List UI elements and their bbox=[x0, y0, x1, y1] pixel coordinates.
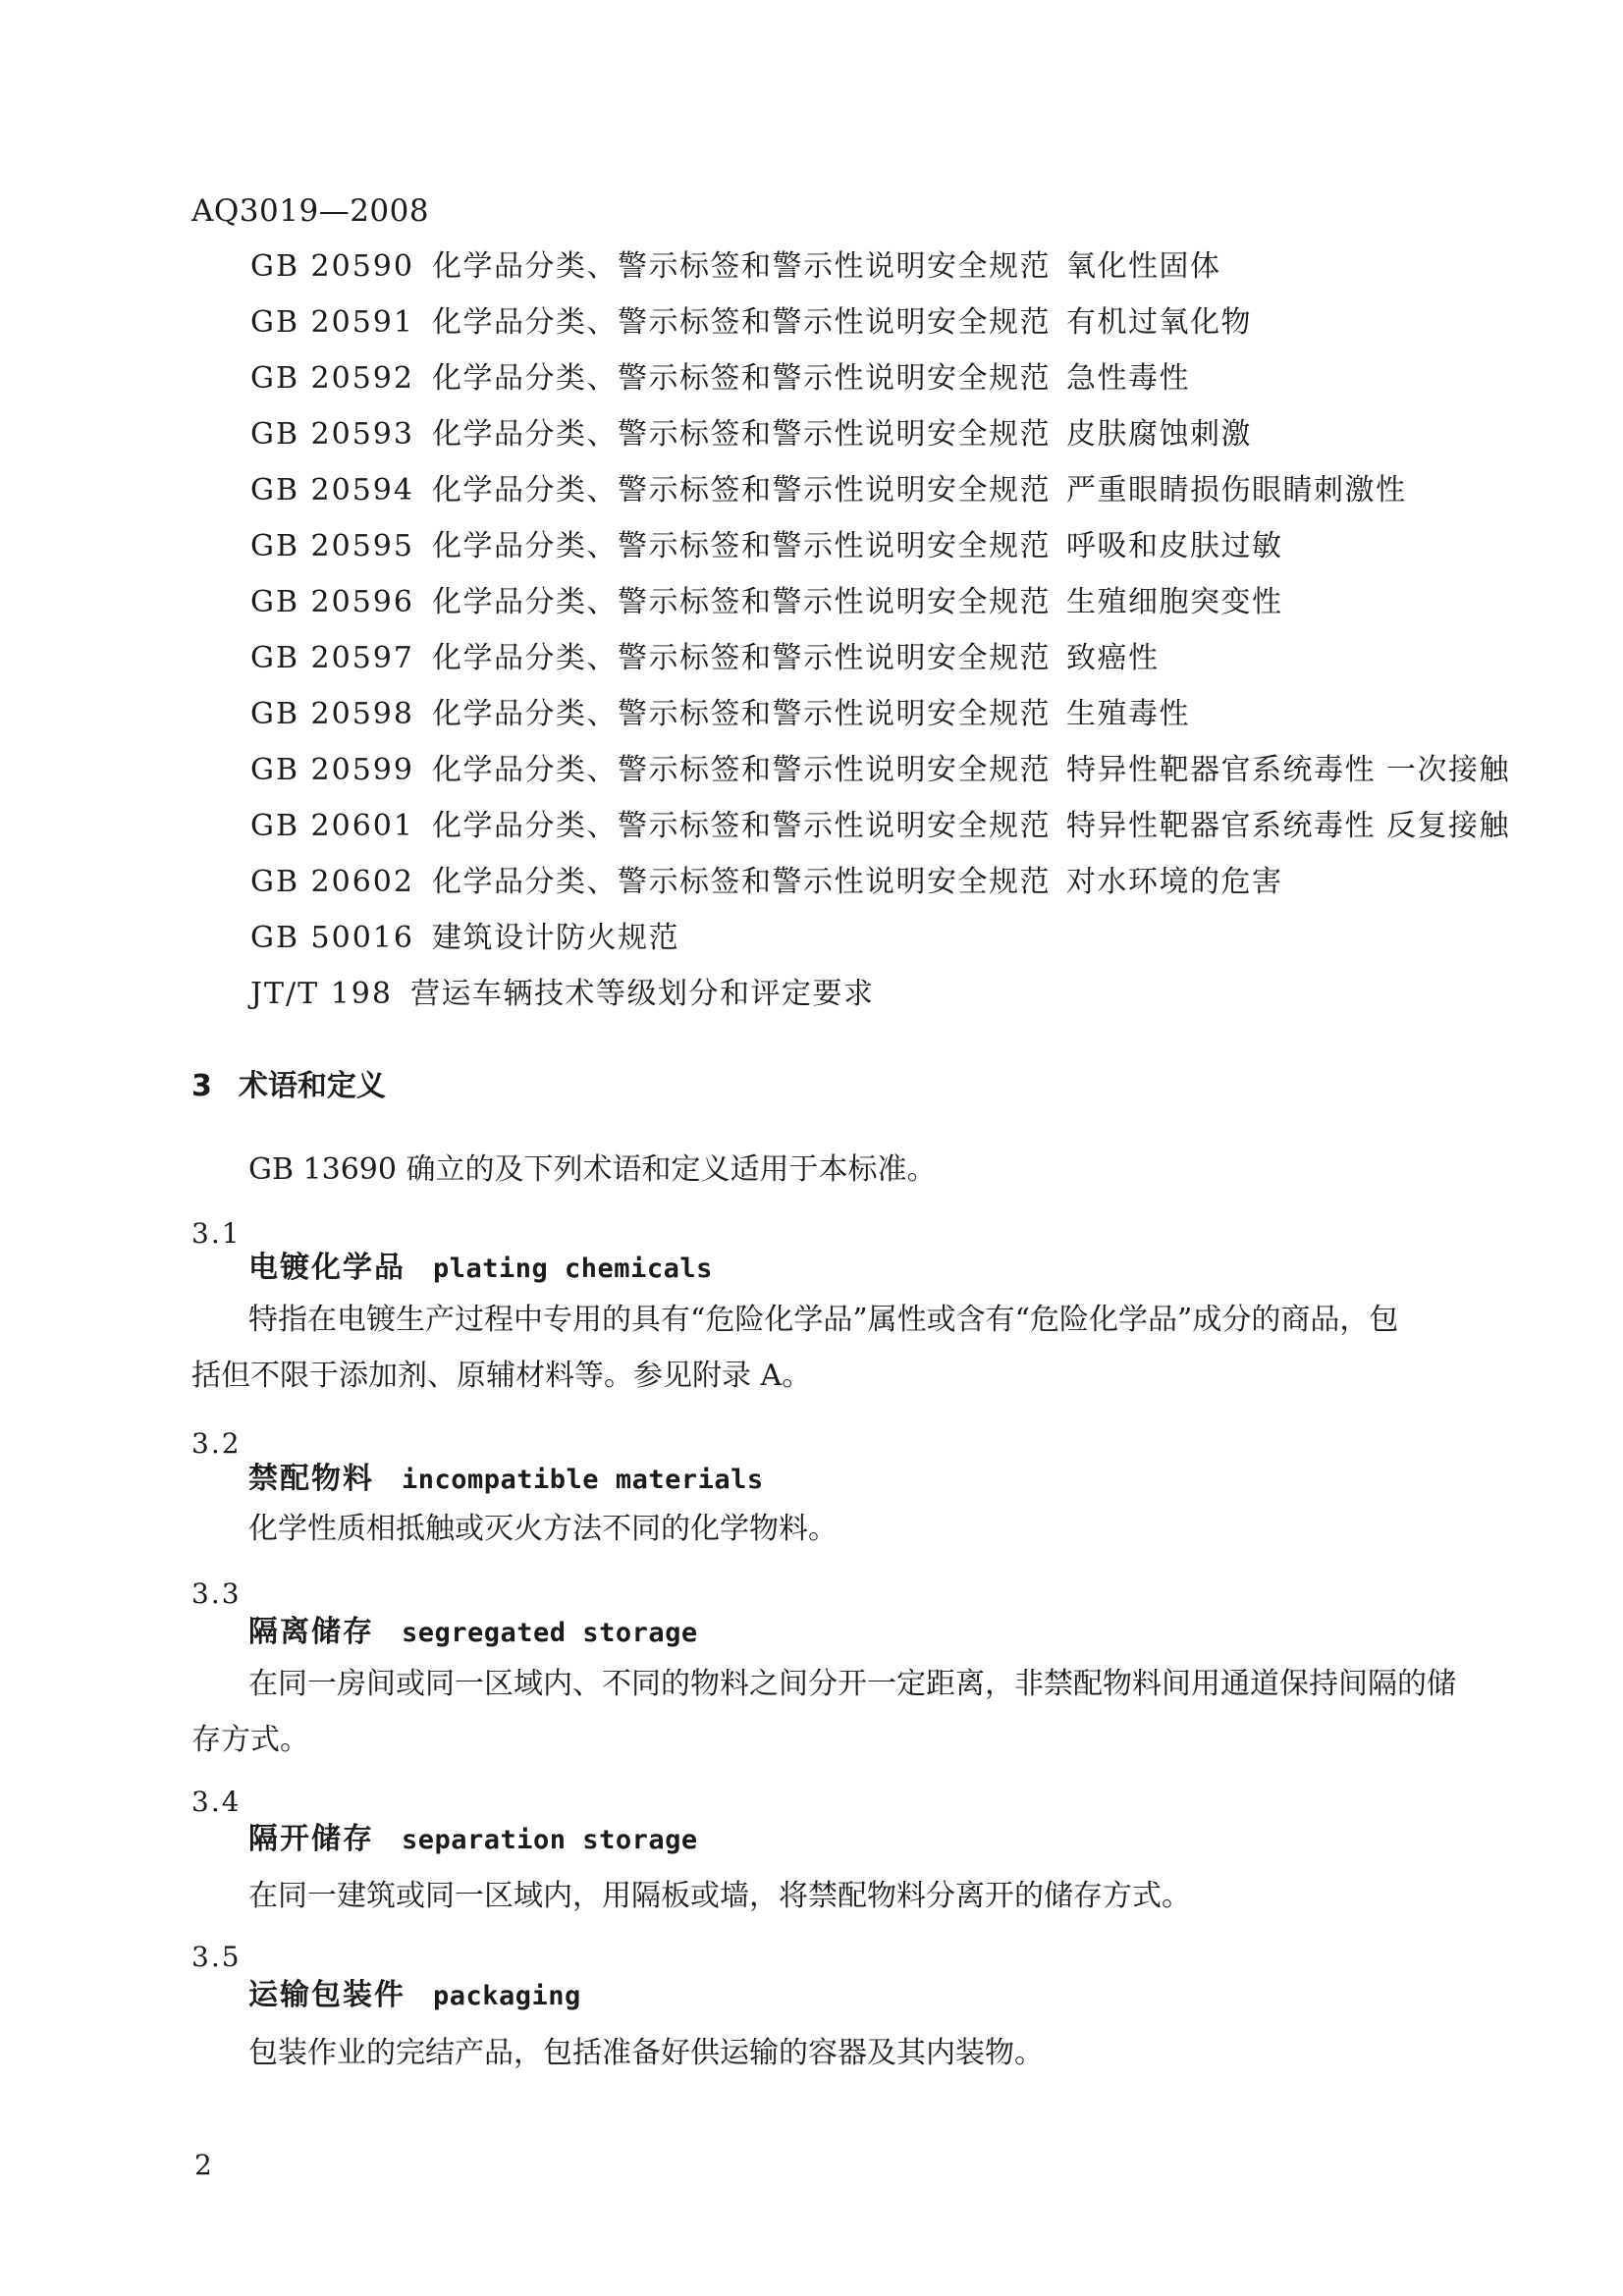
reference-line bbox=[250, 978, 890, 1012]
reference-subtitle: 有机过氧化物 bbox=[1065, 305, 1252, 340]
reference-subtitle: 特异性靶器官系统毒性 一次接触 bbox=[1065, 753, 1511, 787]
term-number: 3.2 bbox=[191, 1427, 242, 1460]
reference-subtitle: 对水环境的危害 bbox=[1065, 865, 1283, 899]
term-en: separation storage bbox=[402, 1825, 698, 1855]
reference-subtitle: 呼吸和皮肤过敏 bbox=[1065, 529, 1283, 563]
reference-code: GB 20599 bbox=[250, 753, 414, 787]
term-en: segregated storage bbox=[402, 1618, 698, 1648]
reference-code: GB 20602 bbox=[250, 865, 414, 899]
reference-line bbox=[250, 866, 1282, 900]
reference-title: 化学品分类、警示标签和警示性说明安全规范 bbox=[431, 473, 1051, 507]
reference-line bbox=[250, 474, 1406, 508]
term-definition-line: 在同一建筑或同一区域内，用隔板或墙，将禁配物料分离开的储存方式。 bbox=[248, 1879, 1191, 1913]
reference-code: GB 20598 bbox=[250, 697, 414, 731]
reference-code: GB 20594 bbox=[250, 473, 414, 507]
section-heading bbox=[191, 1070, 386, 1104]
term-definition-line: 在同一房间或同一区域内、不同的物料之间分开一定距离，非禁配物料间用通道保持间隔的储 bbox=[248, 1667, 1456, 1701]
reference-title: 化学品分类、警示标签和警示性说明安全规范 bbox=[431, 417, 1051, 452]
reference-subtitle: 特异性靶器官系统毒性 反复接触 bbox=[1065, 809, 1511, 843]
reference-title: 化学品分类、警示标签和警示性说明安全规范 bbox=[431, 753, 1051, 787]
reference-subtitle: 生殖细胞突变性 bbox=[1065, 585, 1283, 619]
term-line bbox=[248, 1823, 698, 1857]
term-number: 3.3 bbox=[191, 1577, 242, 1610]
reference-title: 化学品分类、警示标签和警示性说明安全规范 bbox=[431, 585, 1051, 619]
term-zh: 隔离储存 bbox=[248, 1615, 374, 1649]
reference-code: GB 20593 bbox=[250, 417, 414, 452]
section-number: 3 bbox=[191, 1069, 212, 1103]
reference-code: GB 20597 bbox=[250, 641, 414, 675]
reference-code: GB 50016 bbox=[250, 921, 414, 955]
reference-line bbox=[250, 586, 1282, 620]
reference-title: 化学品分类、警示标签和警示性说明安全规范 bbox=[431, 697, 1051, 731]
section-title: 术语和定义 bbox=[238, 1069, 386, 1103]
reference-title: 化学品分类、警示标签和警示性说明安全规范 bbox=[431, 249, 1051, 284]
reference-code: GB 20601 bbox=[250, 809, 414, 843]
term-line bbox=[248, 1252, 713, 1286]
reference-code: GB 20596 bbox=[250, 585, 414, 619]
reference-title: 化学品分类、警示标签和警示性说明安全规范 bbox=[431, 361, 1051, 396]
term-definition-line: 括但不限于添加剂、原辅材料等。参见附录 A。 bbox=[191, 1359, 812, 1393]
reference-title: 营运车辆技术等级划分和评定要求 bbox=[409, 977, 875, 1011]
reference-title: 化学品分类、警示标签和警示性说明安全规范 bbox=[431, 809, 1051, 843]
reference-line bbox=[250, 642, 1159, 676]
term-en: plating chemicals bbox=[433, 1254, 713, 1284]
term-line bbox=[248, 1463, 764, 1497]
term-definition-line: 特指在电镀生产过程中专用的具有“危险化学品”属性或含有“危险化学品”成分的商品，包 bbox=[248, 1303, 1399, 1337]
term-number: 3.4 bbox=[191, 1786, 242, 1818]
reference-title: 化学品分类、警示标签和警示性说明安全规范 bbox=[431, 865, 1051, 899]
reference-line bbox=[250, 362, 1190, 397]
term-zh: 电镀化学品 bbox=[248, 1251, 406, 1285]
reference-line bbox=[250, 418, 1252, 453]
reference-line bbox=[250, 306, 1252, 341]
reference-subtitle: 皮肤腐蚀刺激 bbox=[1065, 417, 1252, 452]
term-definition-line: 化学性质相抵触或灭火方法不同的化学物料。 bbox=[248, 1512, 838, 1546]
standard-code-header: AQ3019—2008 bbox=[191, 193, 430, 229]
term-en: packaging bbox=[433, 1981, 581, 2011]
reference-subtitle: 氧化性固体 bbox=[1065, 249, 1221, 284]
term-en: incompatible materials bbox=[402, 1465, 764, 1495]
reference-line bbox=[250, 810, 1510, 844]
reference-code: GB 20590 bbox=[250, 249, 414, 284]
page-number: 2 bbox=[194, 2149, 212, 2181]
reference-line bbox=[250, 698, 1190, 732]
reference-line bbox=[250, 250, 1220, 285]
term-zh: 隔开储存 bbox=[248, 1822, 374, 1856]
term-definition-line: 包装作业的完结产品，包括准备好供运输的容器及其内装物。 bbox=[248, 2036, 1044, 2070]
reference-subtitle: 急性毒性 bbox=[1065, 361, 1190, 396]
reference-code: GB 20595 bbox=[250, 529, 414, 563]
term-number: 3.5 bbox=[191, 1941, 242, 1973]
term-line bbox=[248, 1616, 698, 1650]
term-line bbox=[248, 1979, 581, 2013]
reference-subtitle: 严重眼睛损伤眼睛刺激性 bbox=[1065, 473, 1407, 507]
reference-code: GB 20592 bbox=[250, 361, 414, 396]
reference-title: 化学品分类、警示标签和警示性说明安全规范 bbox=[431, 305, 1051, 340]
reference-line bbox=[250, 754, 1510, 788]
reference-title: 建筑设计防火规范 bbox=[431, 921, 679, 955]
reference-subtitle: 致癌性 bbox=[1065, 641, 1160, 675]
term-definition-line: 存方式。 bbox=[191, 1723, 309, 1757]
reference-title: 化学品分类、警示标签和警示性说明安全规范 bbox=[431, 529, 1051, 563]
reference-code: GB 20591 bbox=[250, 305, 414, 340]
reference-line bbox=[250, 922, 695, 956]
reference-code: JT/T 198 bbox=[250, 977, 393, 1011]
reference-subtitle: 生殖毒性 bbox=[1065, 697, 1190, 731]
term-zh: 运输包装件 bbox=[248, 1978, 406, 2012]
term-zh: 禁配物料 bbox=[248, 1462, 374, 1496]
term-number: 3.1 bbox=[191, 1217, 242, 1250]
section-intro: GB 13690 确立的及下列术语和定义适用于本标准。 bbox=[248, 1152, 937, 1187]
reference-title: 化学品分类、警示标签和警示性说明安全规范 bbox=[431, 641, 1051, 675]
reference-line bbox=[250, 530, 1282, 564]
